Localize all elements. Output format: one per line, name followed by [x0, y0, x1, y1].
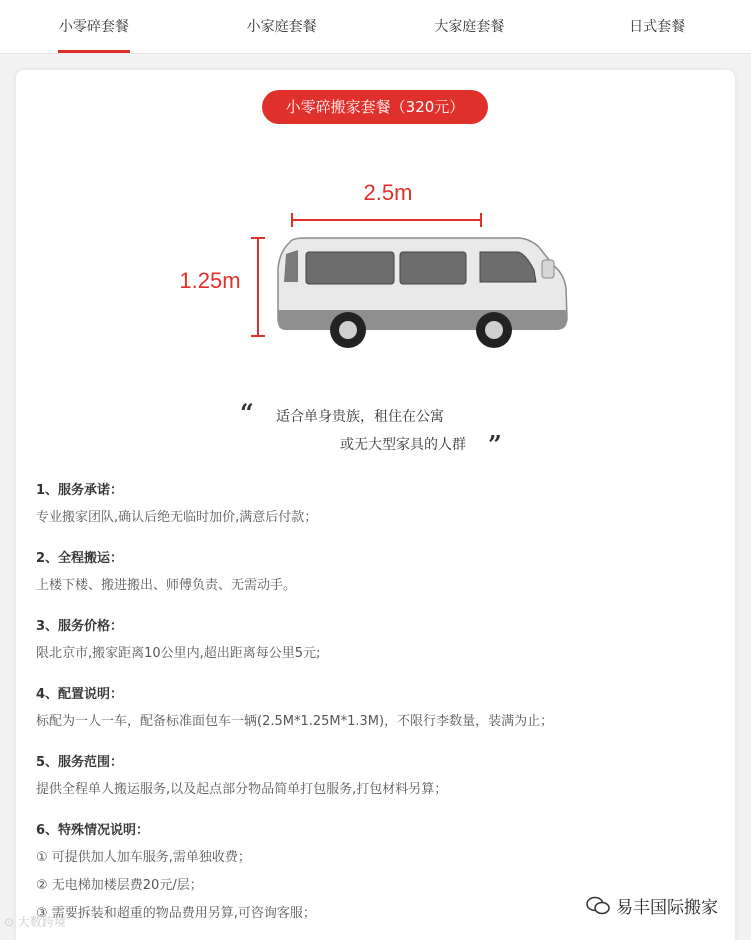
section-text: 限北京市,搬家距离10公里内,超出距离每公里5元; [36, 646, 321, 661]
quote-line-2: 或无大型家具的人群 [340, 437, 466, 453]
section-text: ② 无电梯加楼层费20元/层； [36, 878, 203, 893]
tab-small-family[interactable]: 小家庭套餐 [246, 19, 317, 35]
van-illustration [166, 170, 586, 360]
package-title-badge: 小零碎搬家套餐（320元） [262, 90, 488, 124]
open-quote-icon: “ [240, 398, 254, 427]
tab-small-items[interactable]: 小零碎套餐 [0, 0, 188, 53]
tab-large-family[interactable]: 大家庭套餐 [434, 19, 505, 35]
section-title: 5、服务范围： [36, 755, 124, 770]
section-title: 6、特殊情况说明： [36, 823, 150, 838]
section-config [36, 682, 716, 750]
section-text: 标配为一人一车，配备标准面包车一辆(2.5M*1.25M*1.3M)，不限行李数量，装满为止； [36, 714, 554, 729]
section-title: 3、服务价格： [36, 619, 124, 634]
section-price [36, 614, 716, 682]
watermark-right [586, 893, 718, 918]
section-promise [36, 478, 716, 546]
section-text: 上楼下楼、搬进搬出、师傅负责、无需动手。 [36, 578, 297, 593]
package-card [16, 70, 735, 940]
height-label: 1.25m [179, 268, 241, 293]
section-carrying [36, 546, 716, 614]
close-quote-icon: ” [488, 430, 502, 459]
package-tabs [0, 0, 751, 54]
section-text: 专业搬家团队,确认后绝无临时加价,满意后付款； [36, 510, 318, 525]
section-title: 4、配置说明： [36, 687, 124, 702]
wechat-icon [586, 896, 610, 916]
section-text: ③ 需要拆装和超重的物品费用另算,可咨询客服； [36, 906, 316, 921]
tab-japanese[interactable]: 日式套餐 [629, 19, 686, 35]
watermark-left [4, 913, 66, 930]
watermark-left-text: 大数跨境 [17, 915, 66, 929]
watermark-logo-icon: ⊙ [4, 915, 15, 929]
section-scope [36, 750, 716, 818]
watermark-right-text: 易丰国际搬家 [616, 898, 718, 918]
section-text: 提供全程单人搬运服务,以及起点部分物品简单打包服务,打包材料另算； [36, 782, 448, 797]
section-title: 2、全程搬运： [36, 551, 124, 566]
section-text: ① 可提供加人加车服务,需单独收费； [36, 850, 251, 865]
length-label: 2.5m [363, 180, 413, 205]
quote-line-1: 适合单身贵族，租住在公寓 [276, 409, 444, 425]
section-title: 1、服务承诺： [36, 483, 124, 498]
service-details [36, 478, 716, 928]
